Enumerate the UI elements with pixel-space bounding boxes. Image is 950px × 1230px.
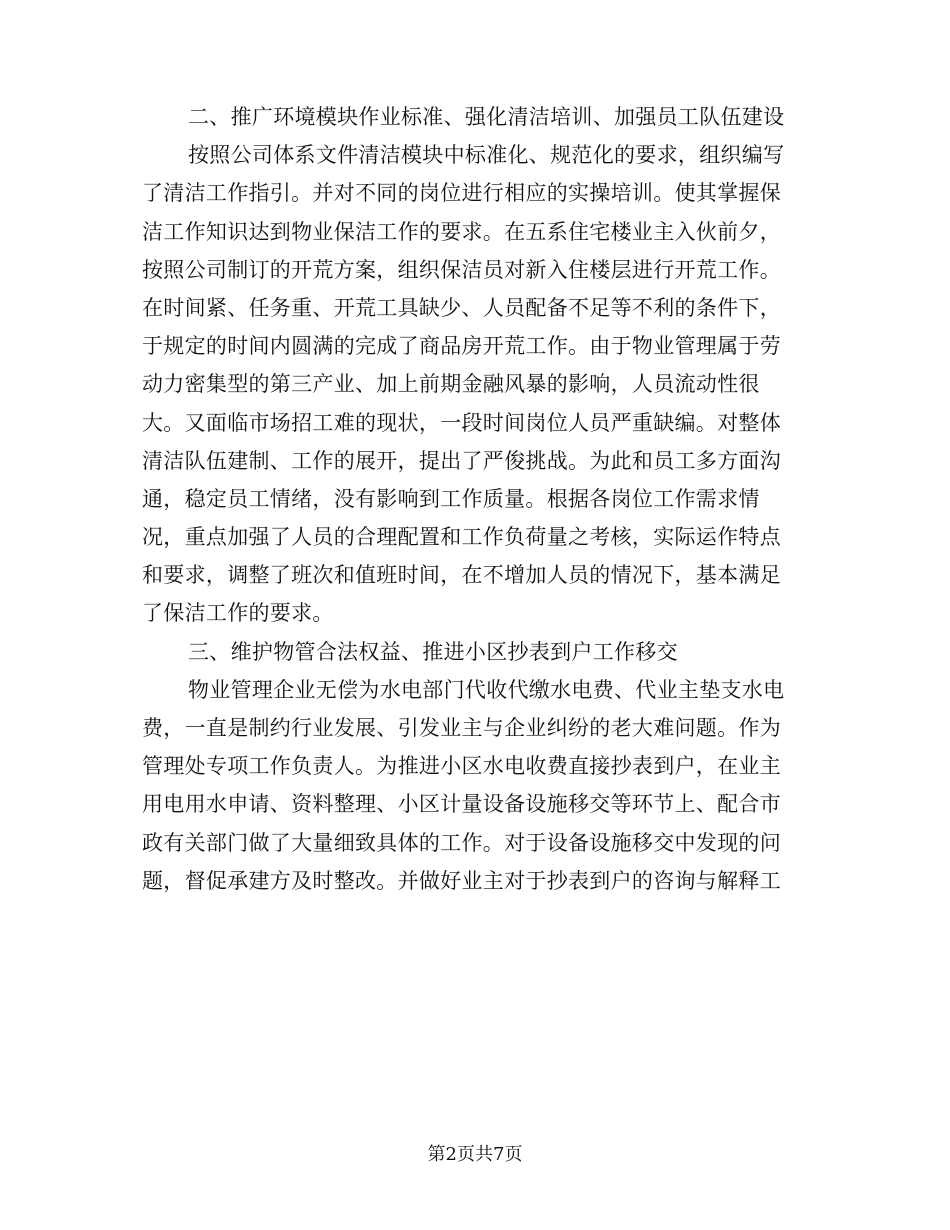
- page-number: 第2页共7页: [427, 1144, 523, 1165]
- text-line: 动力密集型的第三产业、加上前期金融风暴的影响，人员流动性很: [142, 372, 760, 397]
- text-line: 用电用水申请、资料整理、小区计量设备设施移交等环节上、配合市: [142, 792, 781, 817]
- text-line: 题，督促承建方及时整改。并做好业主对于抄表到户的咨询与解释工: [142, 868, 781, 893]
- text-line: 于规定的时间内圆满的完成了商品房开荒工作。由于物业管理属于劳: [142, 334, 781, 359]
- text-line: 了保洁工作的要求。: [142, 601, 334, 626]
- text-line: 二、推广环境模块作业标准、强化清洁培训、加强员工队伍建设: [188, 105, 785, 129]
- text-line: 政有关部门做了大量细致具体的工作。对于设备设施移交中发现的问: [142, 830, 781, 855]
- text-line: 清洁队伍建制、工作的展开，提出了严俊挑战。为此和员工多方面沟: [142, 448, 781, 473]
- text-line: 和要求，调整了班次和值班时间，在不增加人员的情况下，基本满足: [142, 563, 781, 588]
- text-line: 费，一直是制约行业发展、引发业主与企业纠纷的老大难问题。作为: [142, 716, 781, 740]
- text-line: 按照公司体系文件清洁模块中标准化、规范化的要求，组织编写: [188, 143, 785, 168]
- text-line: 按照公司制订的开荒方案，组织保洁员对新入住楼层进行开荒工作。: [142, 257, 781, 282]
- text-line: 大。又面临市场招工难的现状，一段时间岗位人员严重缺编。对整体: [142, 410, 781, 435]
- text-line: 洁工作知识达到物业保洁工作的要求。在五系住宅楼业主入伙前夕，: [142, 219, 781, 244]
- text-line: 三、维护物管合法权益、推进小区抄表到户工作移交: [188, 639, 678, 664]
- text-line: 物业管理企业无偿为水电部门代收代缴水电费、代业主垫支水电: [188, 677, 785, 702]
- text-line: 在时间紧、任务重、开荒工具缺少、人员配备不足等不利的条件下，: [142, 295, 781, 320]
- text-line: 通，稳定员工情绪，没有影响到工作质量。根据各岗位工作需求情: [142, 486, 760, 511]
- text-line: 管理处专项工作负责人。为推进小区水电收费直接抄表到户，在业主: [142, 754, 781, 779]
- text-line: 了清洁工作指引。并对不同的岗位进行相应的实操培训。使其掌握保: [142, 181, 781, 206]
- text-line: 况，重点加强了人员的合理配置和工作负荷量之考核，实际运作特点: [142, 525, 781, 550]
- document-body: [142, 98, 798, 900]
